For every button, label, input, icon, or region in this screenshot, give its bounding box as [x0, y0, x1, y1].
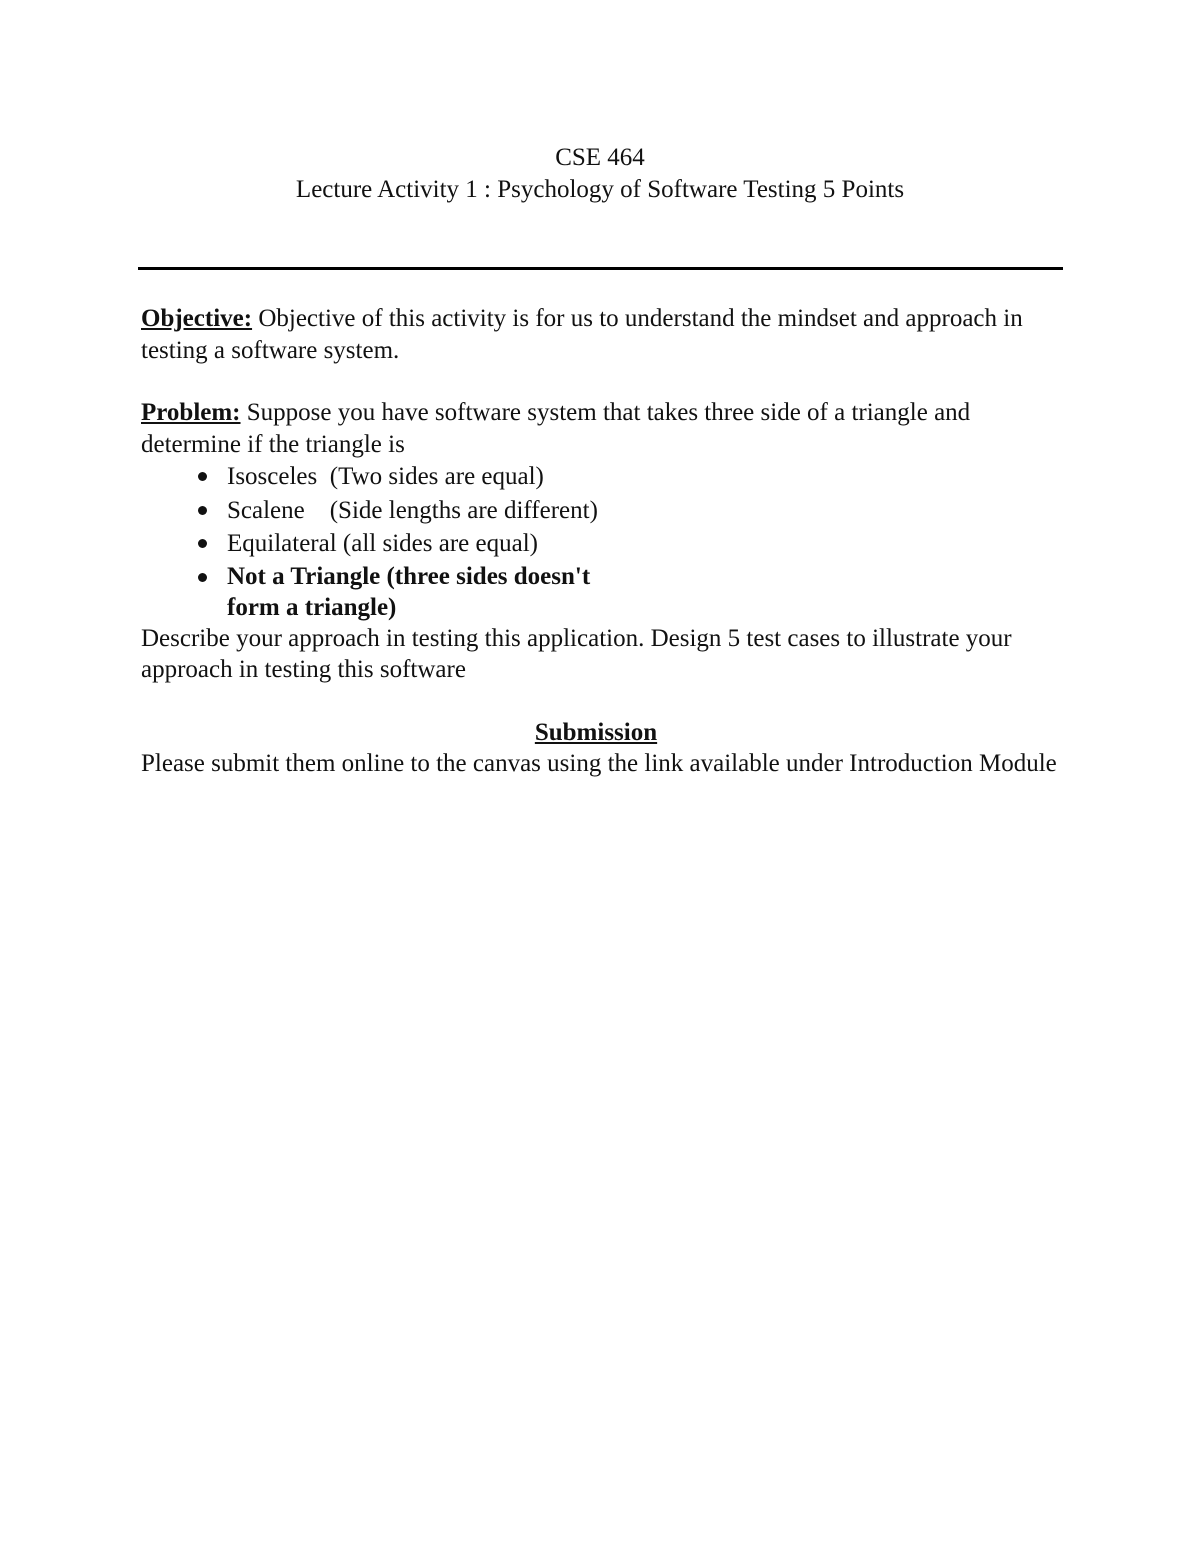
triangle-types-list	[141, 460, 1071, 623]
bullet-icon	[198, 573, 207, 582]
bullet-icon	[198, 472, 207, 481]
bullet-icon	[198, 539, 207, 548]
list-item	[141, 494, 1071, 528]
submission-heading: Submission	[534, 718, 658, 746]
activity-title: Lecture Activity 1 : Psychology of Software Testing 5 Points	[295, 176, 905, 203]
task-paragraph: Describe your approach in testing this application. Design 5 test cases to illustrate your approach in testing this software	[141, 624, 1012, 683]
spacer	[141, 686, 1071, 717]
course-code: CSE 464	[555, 144, 645, 171]
horizontal-rule	[138, 267, 1063, 270]
list-item	[141, 561, 627, 623]
objective-text: Objective of this activity is for us to understand the mindset and approach in testing a software system.	[141, 305, 1023, 364]
problem-paragraph	[141, 397, 1071, 460]
document-body	[141, 303, 1071, 780]
spacer	[141, 366, 1071, 397]
problem-text: Suppose you have software system that takes three side of a triangle and determine if the triangle is	[141, 399, 971, 458]
objective-paragraph	[141, 303, 1071, 366]
list-item-text: Isosceles (Two sides are equal)	[227, 463, 544, 490]
title-block	[0, 142, 1200, 206]
objective-label: Objective:	[141, 305, 253, 332]
submission-text: Please submit them online to the canvas using the link available under Introduction Module	[141, 750, 1057, 777]
list-item-text: Scalene (Side lengths are different)	[227, 496, 598, 524]
list-item-text: Equilateral (all sides are equal)	[227, 530, 538, 557]
bullet-icon	[198, 506, 207, 515]
list-item-text: Not a Triangle (three sides doesn't form a triangle)	[227, 562, 591, 621]
problem-label: Problem:	[141, 399, 241, 426]
list-item	[141, 460, 1071, 494]
list-item	[141, 527, 1071, 561]
